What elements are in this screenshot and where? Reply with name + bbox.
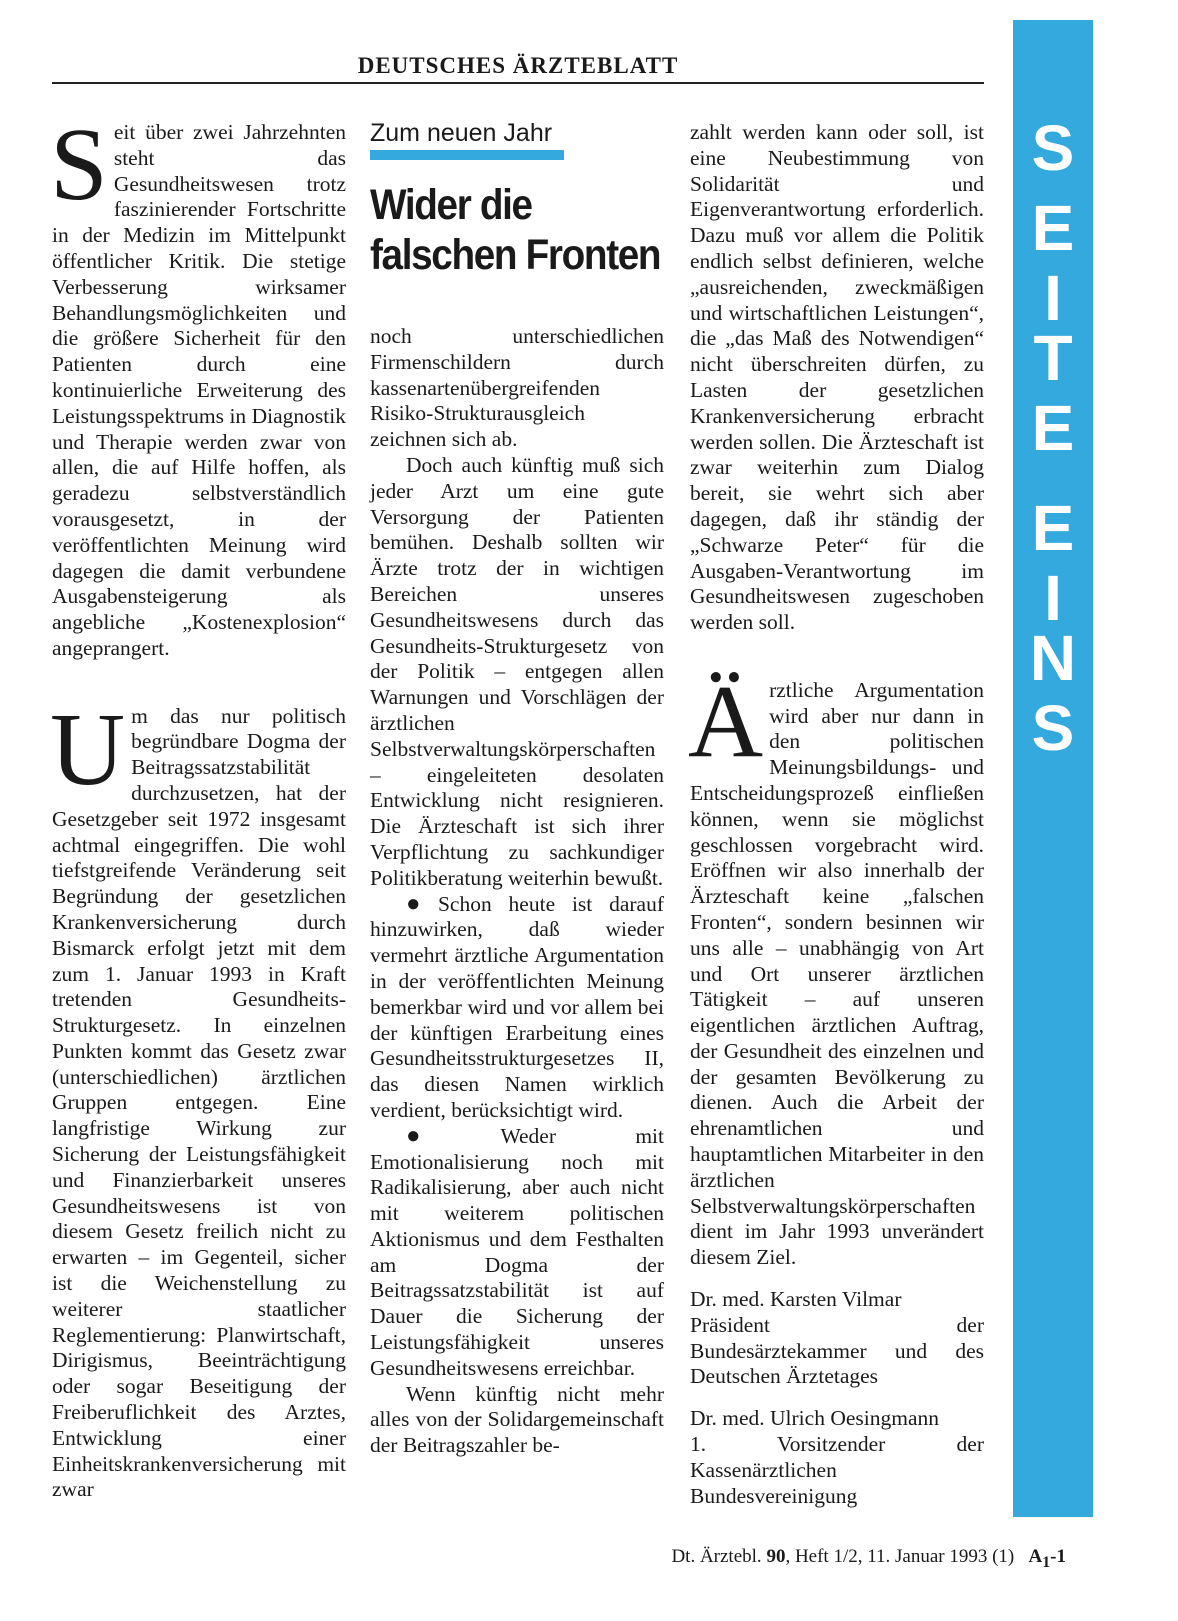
paragraph: [370, 892, 664, 1124]
signature-name: Dr. med. Karsten Vilmar: [690, 1287, 902, 1312]
paragraph: [688, 663, 984, 1271]
kicker-bar: [370, 150, 564, 160]
paragraph-text: rztliche Argumentation wird aber nur dann in den politischen Meinungsbildungs- und Entscheidungsprozeß einfließen können, wenn sie möglichst geschlossen vorgebracht wird. Eröffnen wir also innerhalb der Ärzteschaft keine „falschen Fronten“, sondern besinnen wir uns alle – unabhängig von Art und Ort unserer ärztlichen Tätigkeit – auf unseren eigentlichen ärztlichen Auftrag, der Gesundheit des einzelnen und der gesamten Bevölkerung zu dienen. Auch die Arbeit der ehrenamtlichen und hauptamtlichen Mitarbeiter in den ärztlichen Selbstverwaltungskörperschaften dient im Jahr 1993 unverändert diesem Ziel.: [690, 677, 984, 1270]
footer-issue: , Heft 1/2, 11. Januar 1993 (1): [785, 1546, 1015, 1567]
paragraph: Wenn künftig nicht mehr alles von der Solidargemeinschaft der Beitragszahler be-: [370, 1381, 664, 1458]
article-column-3: [690, 120, 984, 1509]
band-letter: N: [1029, 622, 1077, 694]
article-column-2: [370, 120, 664, 1459]
article-column-1: [50, 107, 346, 1503]
paragraph: [50, 691, 346, 1504]
paragraph: [370, 1124, 664, 1382]
bullet-icon: ●: [406, 890, 432, 917]
band-letter: E: [1031, 392, 1075, 464]
paragraph: noch unterschiedlichen Firmenschildern durch kassenartenübergreifenden Risiko-Strukturausgleich zeichnen sich ab.: [370, 324, 664, 452]
masthead: DEUTSCHES ÄRZTEBLATT: [357, 53, 679, 78]
band-letter: E: [1031, 192, 1075, 264]
footer-journal: Dt. Ärztebl.: [671, 1546, 762, 1567]
signature-role: 1. Vorsitzender der Kassenärztlichen Bundesvereinigung: [690, 1432, 984, 1508]
page-footer: [671, 1545, 1066, 1575]
drop-cap: Ä: [688, 663, 764, 779]
band-letter: I: [1044, 562, 1062, 634]
side-band-seite-eins: [1013, 20, 1093, 1517]
drop-cap: S: [50, 107, 108, 222]
masthead-rule: [52, 82, 984, 84]
band-letter: E: [1031, 492, 1075, 564]
band-letter: S: [1031, 112, 1075, 184]
signature-role: Präsident der Bundesärztekammer und des Deutschen Ärztetages: [690, 1312, 984, 1389]
paragraph-text: Weder mit Emotionalisierung noch mit Radikalisierung, aber auch nicht mit weiterem politischen Aktionismus und dem Festhalten am Dogma der Beitragssatzstabilität ist auf Dauer die Sicherung der Leistungsfähigkeit unseres Gesundheitswesens erreichbar.: [370, 1123, 664, 1380]
footer-page-sub: 1: [1042, 1553, 1051, 1571]
article-kicker: Zum neuen Jahr: [370, 119, 553, 147]
paragraph-text: m das nur politisch begründbare Dogma der Beitragssatzstabilität durchzusetzen, hat der Gesetzgeber seit 1972 insgesamt achtmal eingegriffen. Die wohl tiefstgreifende Veränderung seit Begründung der gesetzlichen Krankenversicherung durch Bismarck erfolgt jetzt mit dem zum 1. Januar 1993 in Kraft tretenden Gesundheits-Strukturgesetz. In einzelnen Punkten kommt das Gesetz zwar (unterschiedlichen) ärztlichen Gruppen entgegen. Eine langfristige Wirkung zur Sicherung der Leistungsfähigkeit und Finanzierbarkeit unseres Gesundheitswesens ist von diesem Gesetz freilich nicht zu erwarten – im Gegenteil, sicher ist die Weichenstellung zu weiterer staatlicher Reglementierung: Planwirtschaft, Dirigismus, Beeinträchtigung oder sogar Beseitigung der Freiberuflichkeit des Arztes, Entwicklung einer Einheitskrankenversicherung mit zwar: [52, 703, 346, 1502]
paragraph: [50, 107, 346, 662]
paragraph-text: Schon heute ist darauf hinzuwirken, daß wieder vermehrt ärztliche Argumentation in der veröffentlichten Meinung bemerkbar wird und vor allem bei der künftigen Erarbeitung eines Gesundheitsstrukturgesetzes II, das diesen Namen wirklich verdient, berücksichtigt wird.: [370, 891, 665, 1122]
band-letter: I: [1044, 262, 1062, 334]
article-headline: Wider die falschen Fronten: [370, 181, 661, 279]
paragraph-text: eit über zwei Jahrzehnten steht das Gesundheitswesen trotz faszinierender Fortschritte in der Medizin im Mittelpunkt öffentlicher Kritik. Die stetige Verbesserung wirksamer Behandlungsmöglichkeiten und die größere Sicherheit für den Patienten durch eine kontinuierliche Erweiterung des Leistungsspektrums in Diagnostik und Therapie werden zwar von allen, die auf Hilfe hoffen, als geradezu selbstverständlich vorausgesetzt, in der veröffentlichten Meinung wird dagegen die damit verbundene Ausgabensteigerung als angebliche „Kostenexplosion“ angeprangert.: [52, 120, 346, 660]
paragraph: zahlt werden kann oder soll, ist eine Neubestimmung von Solidarität und Eigenverantwortung erforderlich. Dazu muß vor allem die Politik endlich selbst definieren, welche „ausreichenden, zweckmäßigen und wirtschaftlichen Leistungen“, die „das Maß des Notwendigen“ nicht überschreiten dürfen, zu Lasten der gesetzlichen Krankenversicherung erbracht werden sollen. Die Ärzteschaft ist zwar weiterhin zum Dialog bereit, sie wehrt sich aber dagegen, daß ihr ständig der „Schwarze Peter“ für die Ausgaben-Verantwortung im Gesundheitswesen zugeschoben werden soll.: [690, 120, 984, 635]
signature-name: Dr. med. Ulrich Oesingmann: [690, 1406, 939, 1431]
band-letter: S: [1031, 692, 1075, 764]
footer-page-num: -1: [1050, 1546, 1066, 1567]
bullet-icon: ●: [406, 1122, 495, 1149]
band-letter: T: [1033, 322, 1073, 394]
paragraph: Doch auch künftig muß sich jeder Arzt um eine gute Versorgung der Patienten bemühen. Deshalb sollten wir Ärzte trotz der in wichtigen Bereichen unseres Gesundheitswesens durch das Gesundheits-Strukturgesetz von der Politik – entgegen allen Warnungen und Vorschlägen der ärztlichen Selbstverwaltungskörperschaften – eingeleiteten desolaten Entwicklung nicht resignieren. Die Ärzteschaft ist sich ihrer Verpflichtung zu sachkundiger Politikberatung weiterhin bewußt.: [370, 452, 664, 890]
footer-page: A: [1028, 1546, 1043, 1567]
footer-volume: 90: [766, 1546, 786, 1567]
drop-cap: U: [50, 691, 126, 807]
